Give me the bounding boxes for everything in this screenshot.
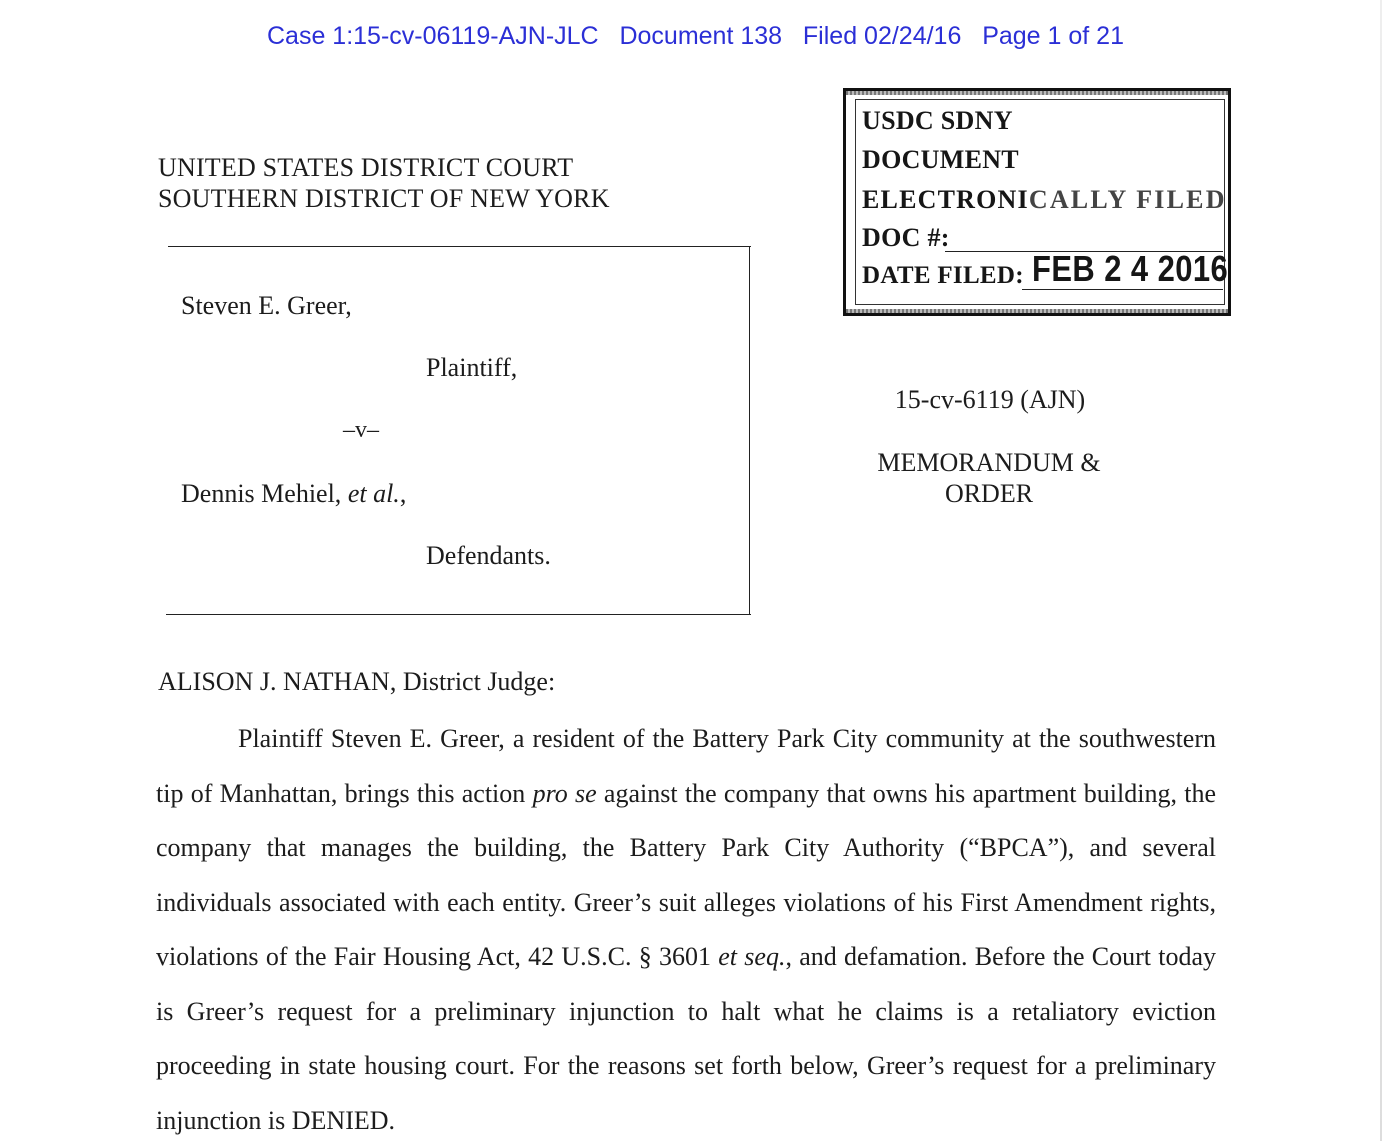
body-text-part-1: Plaintiff Steven E. Greer, a resident of the Battery Park City community at the southwestern tip of Manhattan, brings this action [156,724,1216,808]
caption-bottom-rule [166,614,751,615]
stamp-document: DOCUMENT [862,145,1019,174]
stamp-usdc-sdny: USDC SDNY [862,106,1013,135]
caption-top-rule [168,246,751,247]
body-text-pro-se: pro se [532,778,597,808]
ecf-header [0,22,1391,51]
body-text-part-3: , and defamation. Before the Court today is Greer’s request for a preliminary injunction to halt what he claims is a retaliatory eviction proceeding in state housing court. For the reasons set forth below, Greer’s request for a preliminary injunction is DENIED. [156,942,1216,1135]
defendant-name [181,479,406,509]
document-title-line-1: MEMORANDUM & [877,448,1101,477]
stamp-doc-number-label: DOC #: [862,223,950,252]
stamp-efiled-part-a: ELECTRONI [862,185,1029,214]
header-case-number: Case 1:15-cv-06119-AJN-JLC [266,22,599,50]
defendant-name-et-al: et al. [347,479,400,508]
document-title-line-2: ORDER [944,479,1034,508]
caption-right-rule [749,247,750,615]
stamp-efiled-part-b: CALLY FILED [1028,185,1227,214]
body-paragraph [156,712,1216,1148]
court-name-line-1: UNITED STATES DISTRICT COURT [158,153,574,182]
body-text-et-seq: et seq. [718,942,786,971]
scan-edge [1380,0,1382,1141]
header-page-count: Page 1 of 21 [982,22,1124,50]
stamp-date-filed-value: FEB 2 4 2016 [1032,248,1229,289]
stamp-electronically-filed [862,185,1227,215]
court-name-line-2: SOUTHERN DISTRICT OF NEW YORK [158,184,610,213]
header-document-number: Document 138 [619,22,783,50]
plaintiff-name: Steven E. Greer, [181,291,352,320]
stamp-date-filed-label: DATE FILED: [862,262,1024,289]
defendant-role: Defendants. [426,541,551,570]
document-title [866,447,1112,509]
defendant-name-main: Dennis Mehiel, [181,479,348,508]
plaintiff-role: Plaintiff, [426,353,518,382]
body-text-part-2: against the company that owns his apartment building, the company that manages the building, the Battery Park City Authority (“BPCA”), and several individuals associated with each entity. Greer’s suit alleges violations of his First Amendment rights, violations of the Fair Housing Act, 42 U.S.C. § 3601 [156,778,1216,971]
judge-line: ALISON J. NATHAN, District Judge: [158,667,556,696]
header-filed-date: Filed 02/24/16 [802,22,962,50]
defendant-name-suffix: , [399,479,407,508]
stamp-date-filed-rule [1022,289,1223,290]
case-number: 15-cv-6119 (AJN) [894,385,1086,414]
body-paragraph-text [156,712,1216,1148]
versus-marker: –v– [343,417,379,443]
stamp-texture-top [846,91,1228,95]
stamp-texture-bottom [846,309,1228,313]
